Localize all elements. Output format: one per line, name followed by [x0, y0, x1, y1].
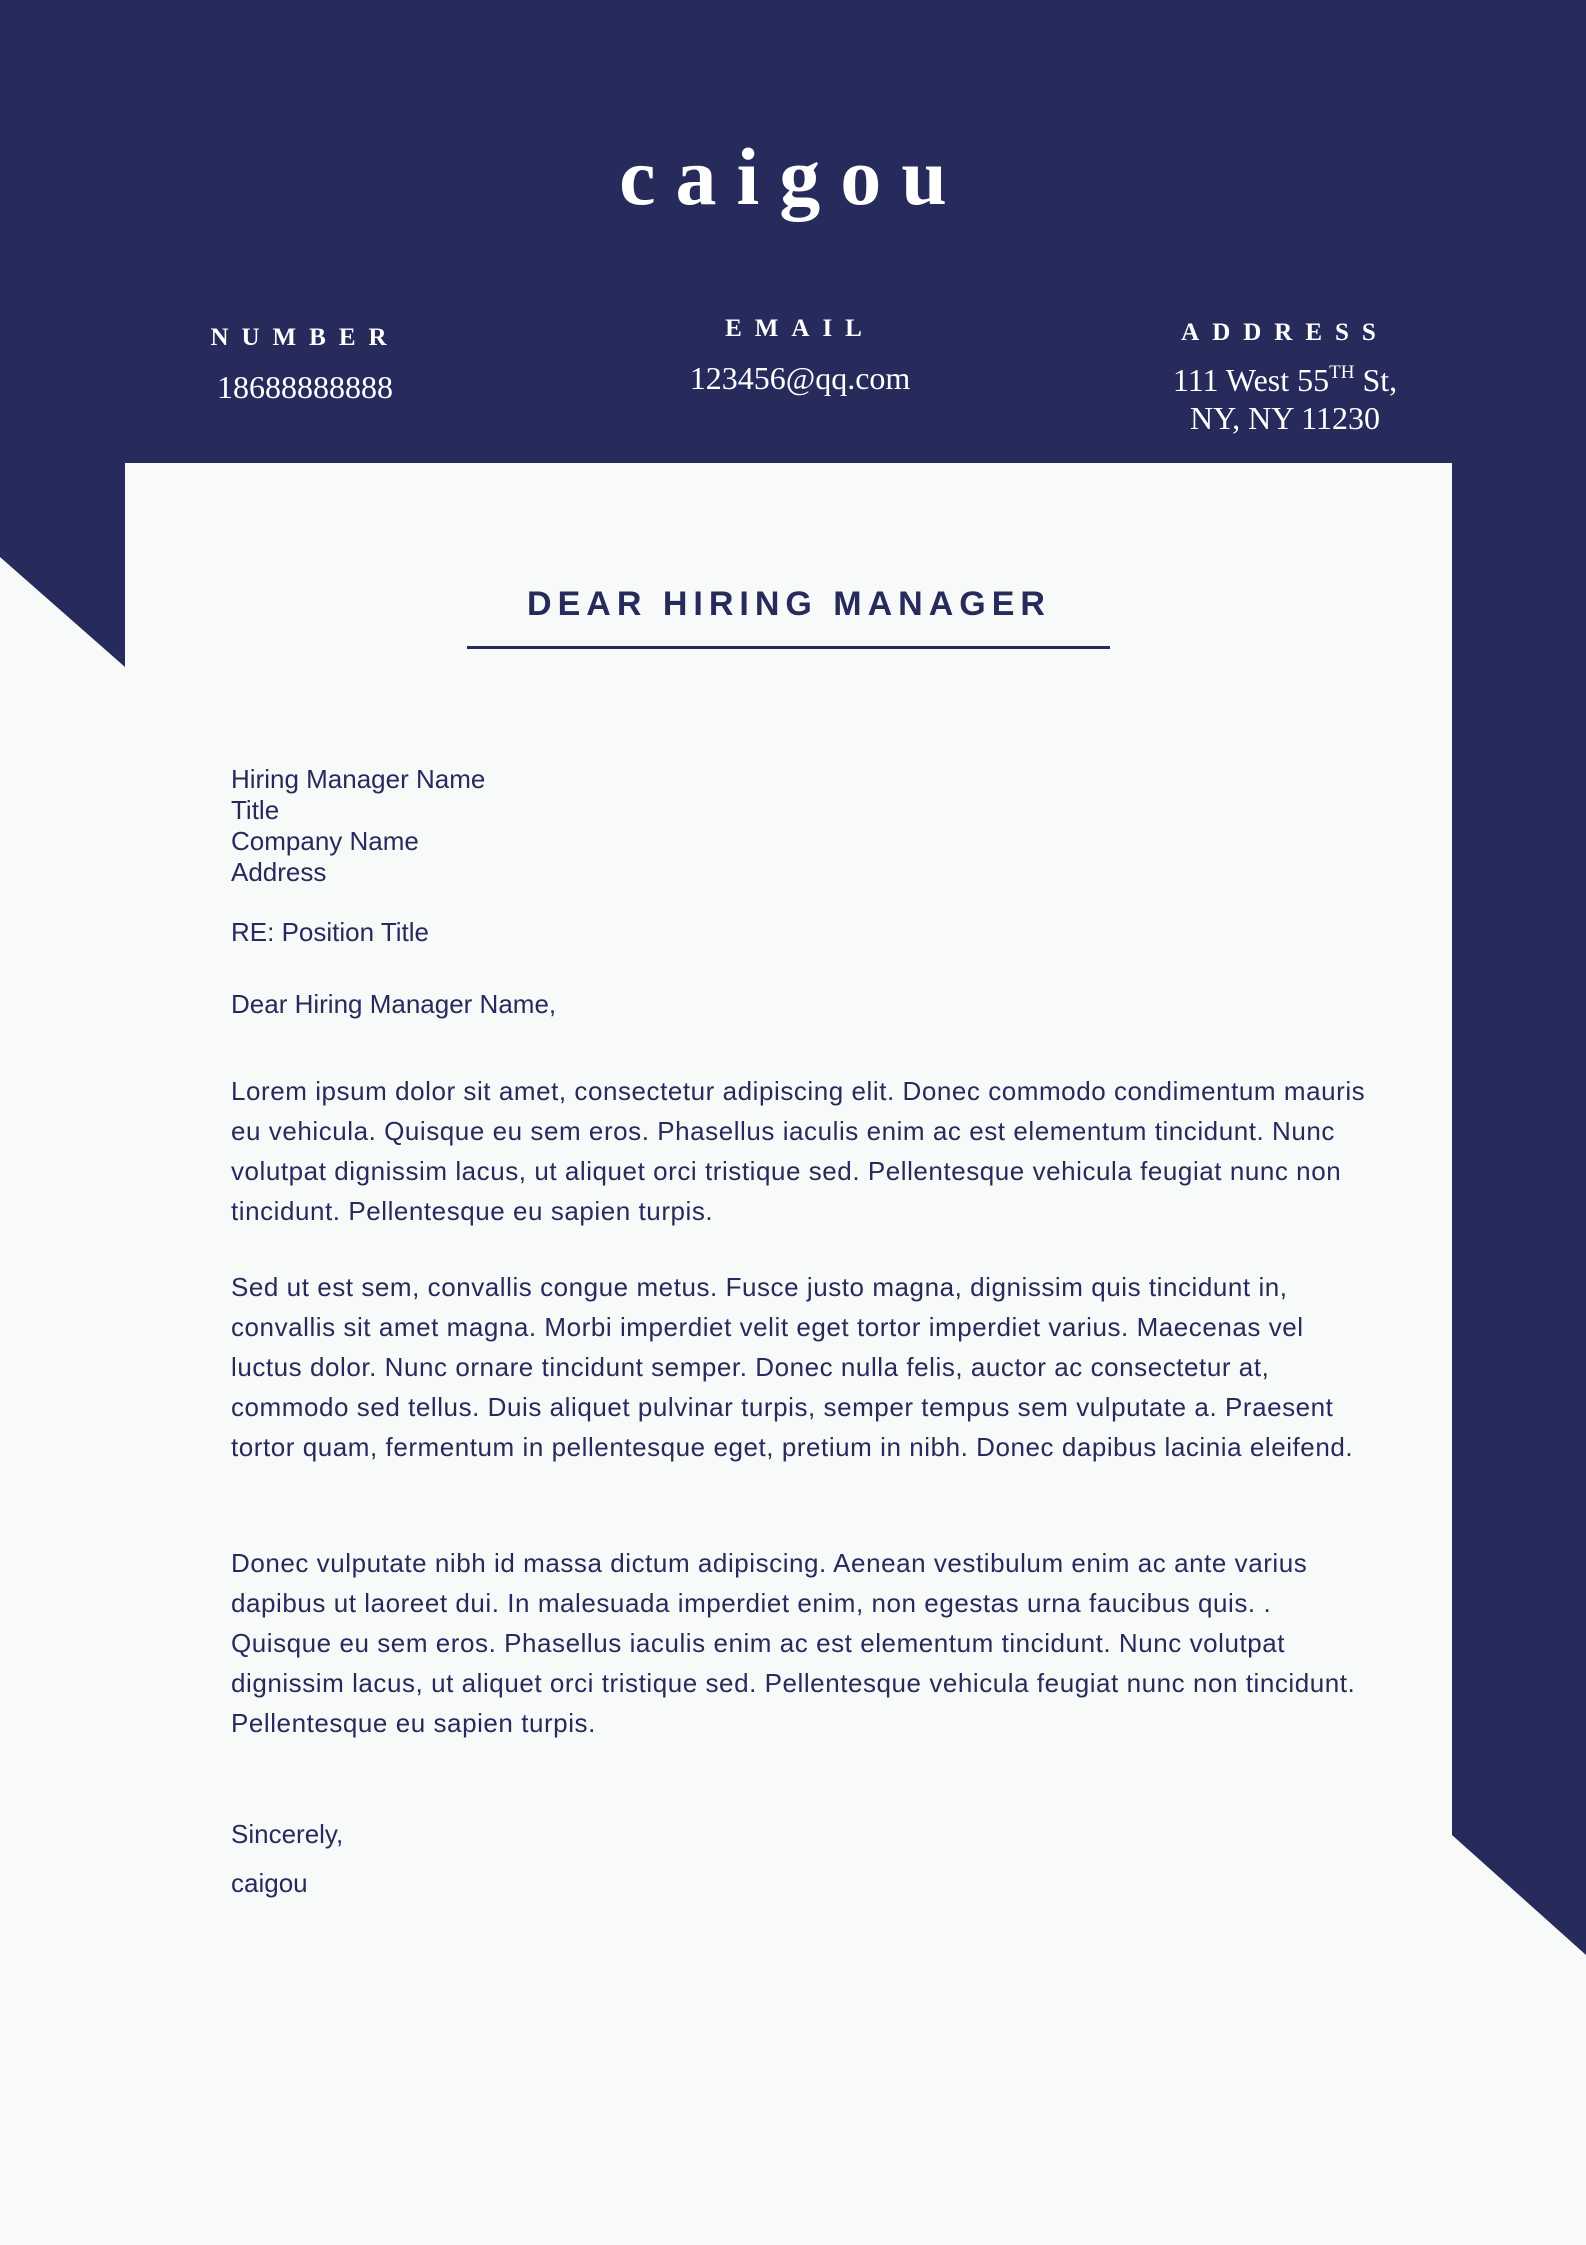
- address-line1-prefix: 111 West 55: [1172, 362, 1330, 398]
- body-paragraph-1: Lorem ipsum dolor sit amet, consectetur adipiscing elit. Donec commodo condimentum mauris eu vehicula. Quisque eu sem eros. Phasellus iaculis enim ac est elementum tincidunt. Nunc volutpat dignissim lacus, ut aliquet orci tristique sed. Pellentesque vehicula feugiat nunc non tincidunt. Pellentesque eu sapien turpis.: [231, 1076, 1366, 1226]
- signature-name: caigou: [231, 1868, 308, 1898]
- re-line: RE: Position Title: [231, 917, 429, 947]
- recipient-address: Address: [231, 857, 327, 887]
- body-paragraph-3: Donec vulputate nibh id massa dictum adipiscing. Aenean vestibulum enim ac ante varius dapibus ut laoreet dui. In malesuada imperdiet enim, non egestas urna faucibus quis. . Quisque eu sem eros. Phasellus iaculis enim ac est elementum tincidunt. Nunc volutpat dignissim lacus, ut aliquet orci tristique sed. Pellentesque vehicula feugiat nunc non tincidunt. Pellentesque eu sapien turpis.: [231, 1548, 1356, 1738]
- address-line1-superscript: TH: [1329, 362, 1355, 383]
- address-line1-suffix: St,: [1354, 362, 1398, 398]
- letter-heading: DEAR HIRING MANAGER: [527, 585, 1051, 623]
- closing: Sincerely,: [231, 1819, 344, 1849]
- recipient-block: [231, 764, 1371, 888]
- number-label: NUMBER: [210, 324, 400, 351]
- body-paragraph-2: Sed ut est sem, convallis congue metus. Fusce justo magna, dignissim quis tincidunt in, convallis sit amet magna. Morbi imperdiet velit eget tortor imperdiet varius. Maecenas vel luctus dolor. Nunc ornare tincidunt semper. Donec nulla felis, auctor ac consectetur at, commodo sed tellus. Duis aliquet pulvinar turpis, semper tempus sem vulputate a. Praesent tortor quam, fermentum in pellentesque eget, pretium in nibh. Donec dapibus lacinia eleifend.: [231, 1272, 1354, 1462]
- contact-number: [175, 325, 435, 406]
- applicant-name: caigou: [619, 131, 967, 222]
- address-label: ADDRESS: [1181, 319, 1389, 346]
- recipient-company: Company Name: [231, 826, 419, 856]
- heading-underline: [467, 646, 1110, 649]
- street-address: [1120, 361, 1450, 399]
- salutation: Dear Hiring Manager Name,: [231, 989, 557, 1019]
- phone-number: 18688888888: [217, 369, 393, 405]
- email-label: EMAIL: [725, 315, 875, 342]
- recipient-title: Title: [231, 795, 280, 825]
- contact-address: [1120, 320, 1450, 437]
- city-address: NY, NY 11230: [1190, 400, 1380, 436]
- email-address: 123456@qq.com: [689, 360, 911, 396]
- recipient-name: Hiring Manager Name: [231, 764, 486, 794]
- contact-email: [640, 316, 960, 397]
